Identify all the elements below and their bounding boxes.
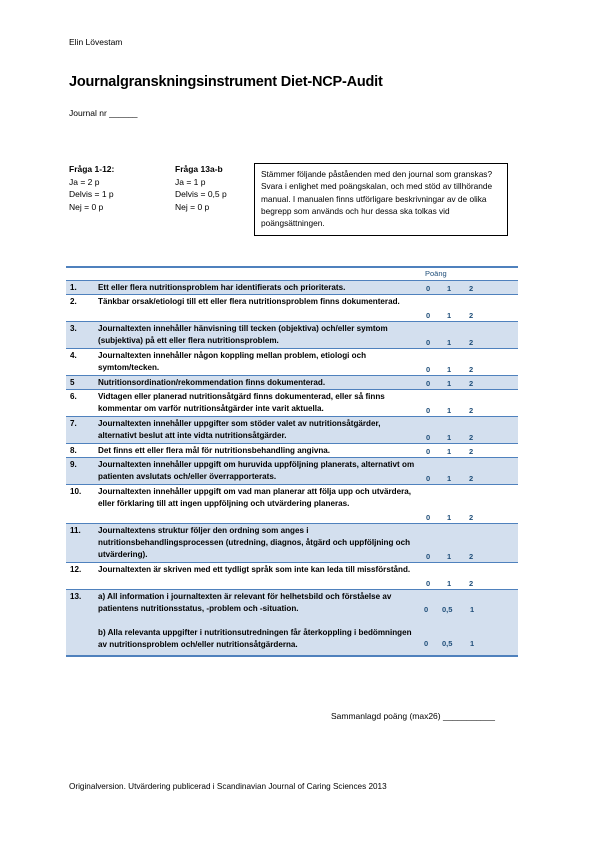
- score-option: 0: [426, 311, 431, 320]
- scale-line: Delvis = 1 p: [69, 189, 114, 199]
- score-option: 1: [470, 639, 475, 648]
- score-option: 1: [447, 338, 452, 347]
- score-option: 2: [469, 447, 474, 456]
- item-number: 11.: [70, 526, 81, 535]
- item-number: 3.: [70, 324, 77, 333]
- table-row: [66, 484, 518, 523]
- item-number: 1.: [70, 283, 77, 292]
- score-option: 1: [470, 605, 475, 614]
- item-text-part: Tänkbar orsak/etiologi till ett eller flera nutritionsproblem finns dokumenterad.: [98, 297, 400, 306]
- score-option: 0,5: [442, 605, 453, 614]
- table-row: [66, 562, 518, 589]
- score-option: 2: [469, 284, 474, 293]
- item-text: [98, 564, 420, 576]
- table-row: [66, 280, 518, 294]
- item-text-part: b) Alla relevanta uppgifter i nutritionsutredningen får återkoppling i bedömningen av nutritionsproblem och/eller nutritionsåtgärderna.: [98, 628, 412, 649]
- score-option: 0: [426, 284, 431, 293]
- score-option: 0: [426, 406, 431, 415]
- table-row: [66, 389, 518, 416]
- table-row: [66, 348, 518, 375]
- score-option: 2: [469, 406, 474, 415]
- item-text: [98, 377, 420, 389]
- item-text-part: Journaltexten innehåller uppgift om vad man planerar att följa upp och utvärdera, eller förklaring till att ingen uppföljning och utvärdering planeras.: [98, 487, 412, 508]
- item-text-part: Journaltexten innehåller uppgift om huruvida uppföljning planerats, alternativt om patienten avslutats och/eller överrapporterats.: [98, 460, 415, 481]
- item-text-part: Journaltexten innehåller hänvisning till tecken (objektiva) och/eller symtom (subjektiva) på ett eller flera nutritionsproblem.: [98, 324, 388, 345]
- item-number: 2.: [70, 297, 77, 306]
- item-number: 6.: [70, 392, 77, 401]
- score-option: 2: [469, 579, 474, 588]
- item-text: [98, 486, 420, 510]
- item-text: [98, 445, 420, 457]
- item-number: 9.: [70, 460, 77, 469]
- journal-number-field: Journal nr ______: [69, 108, 138, 118]
- score-option: 2: [469, 365, 474, 374]
- scale-questions-1-12: [69, 163, 114, 213]
- item-text: [98, 459, 420, 483]
- score-option: 1: [447, 579, 452, 588]
- table-row: [66, 523, 518, 562]
- item-number: 8.: [70, 446, 77, 455]
- score-option: 1: [447, 552, 452, 561]
- item-text-part: Nutritionsordination/rekommendation finns dokumenterad.: [98, 378, 326, 387]
- score-option: 1: [447, 311, 452, 320]
- points-column-label: Poäng: [425, 269, 447, 278]
- item-number: 4.: [70, 351, 77, 360]
- score-option: 0,5: [442, 639, 453, 648]
- item-text-part: Journaltexten innehåller någon koppling mellan problem, etiologi och symtom/tecken.: [98, 351, 367, 372]
- score-option: 0: [426, 379, 431, 388]
- document-title: Journalgranskningsinstrument Diet-NCP-Audit: [69, 74, 383, 90]
- instruction-box: Stämmer följande påståenden med den journal som granskas? Svara i enlighet med poängskalan, och med stöd av tillhörande manual. I manualen finns utförligare beskrivningar av de olika begrepp som används och hur dessa ska tolkas vid poängsättningen.: [254, 163, 508, 236]
- table-row: [66, 589, 518, 657]
- item-text: [98, 591, 420, 651]
- scale-questions-13: [175, 163, 227, 213]
- table-row: [66, 375, 518, 389]
- score-option: 0: [424, 605, 429, 614]
- score-option: 2: [469, 311, 474, 320]
- scale-line: Ja = 1 p: [175, 176, 206, 187]
- score-option: 1: [447, 284, 452, 293]
- scale-heading: Fråga 1-12:: [69, 164, 115, 174]
- score-option: 0: [424, 639, 429, 648]
- item-text: [98, 525, 420, 561]
- item-text: [98, 296, 420, 308]
- score-option: 1: [447, 406, 452, 415]
- item-text: [98, 350, 420, 374]
- item-text-part: Journaltexten är skriven med ett tydligt språk som inte kan leda till missförstånd.: [98, 565, 411, 574]
- table-row: [66, 416, 518, 443]
- score-option: 0: [426, 447, 431, 456]
- item-text: [98, 282, 420, 294]
- item-text: [98, 418, 420, 442]
- item-text-part: Det finns ett eller flera mål för nutritionsbehandling angivna.: [98, 446, 331, 455]
- score-option: 1: [447, 447, 452, 456]
- score-option: 1: [447, 513, 452, 522]
- score-option: 0: [426, 513, 431, 522]
- score-option: 2: [469, 552, 474, 561]
- author-name: Elin Lövestam: [69, 37, 123, 47]
- score-option: 1: [447, 379, 452, 388]
- score-option: 0: [426, 433, 431, 442]
- total-score-field: Sammanlagd poäng (max26) ___________: [331, 711, 495, 721]
- item-number: 5: [70, 378, 75, 387]
- table-top-rule: [66, 266, 518, 268]
- item-number: 12.: [70, 565, 82, 574]
- item-number: 13.: [70, 592, 82, 601]
- item-text-part: a) All information i journaltexten är relevant för helhetsbild och förståelse av patientens nutritionsstatus, -problem och -situation.: [98, 592, 392, 613]
- score-option: 0: [426, 474, 431, 483]
- scale-line: Nej = 0 p: [69, 201, 104, 212]
- scale-line: Ja = 2 p: [69, 176, 100, 187]
- audit-table: [66, 280, 518, 657]
- score-option: 2: [469, 474, 474, 483]
- score-option: 0: [426, 552, 431, 561]
- item-number: 7.: [70, 419, 77, 428]
- scale-heading: Fråga 13a-b: [175, 164, 223, 174]
- score-option: 1: [447, 433, 452, 442]
- score-option: 2: [469, 338, 474, 347]
- score-option: 0: [426, 338, 431, 347]
- item-text-part: Journaltextens struktur följer den ordning som anges i nutritionsbehandlingsprocessen (utredning, diagnos, åtgärd och uppföljning och utvärdering).: [98, 526, 411, 559]
- scale-line: Nej = 0 p: [175, 201, 210, 212]
- table-row: [66, 443, 518, 457]
- item-text: [98, 391, 420, 415]
- score-option: 2: [469, 433, 474, 442]
- item-text-part: Vidtagen eller planerad nutritionsåtgärd finns dokumenterad, eller så finns kommentar om varför nutritionsåtgärder inte varit aktuella.: [98, 392, 385, 413]
- score-option: 1: [447, 365, 452, 374]
- score-option: 2: [469, 379, 474, 388]
- item-text-part: Ett eller flera nutritionsproblem har identifierats och prioriterats.: [98, 283, 346, 292]
- table-row: [66, 457, 518, 484]
- score-option: 2: [469, 513, 474, 522]
- score-option: 1: [447, 474, 452, 483]
- score-option: 0: [426, 579, 431, 588]
- item-number: 10.: [70, 487, 82, 496]
- table-row: [66, 294, 518, 321]
- footer-note: Originalversion. Utvärdering publicerad i Scandinavian Journal of Caring Sciences 2013: [69, 782, 387, 791]
- item-text: [98, 323, 420, 347]
- score-option: 0: [426, 365, 431, 374]
- item-text-part: Journaltexten innehåller uppgifter som stöder valet av nutritionsåtgärder, alternativt beslut att inte vidta nutritionsåtgärder.: [98, 419, 381, 440]
- table-row: [66, 321, 518, 348]
- scale-line: Delvis = 0,5 p: [175, 189, 227, 199]
